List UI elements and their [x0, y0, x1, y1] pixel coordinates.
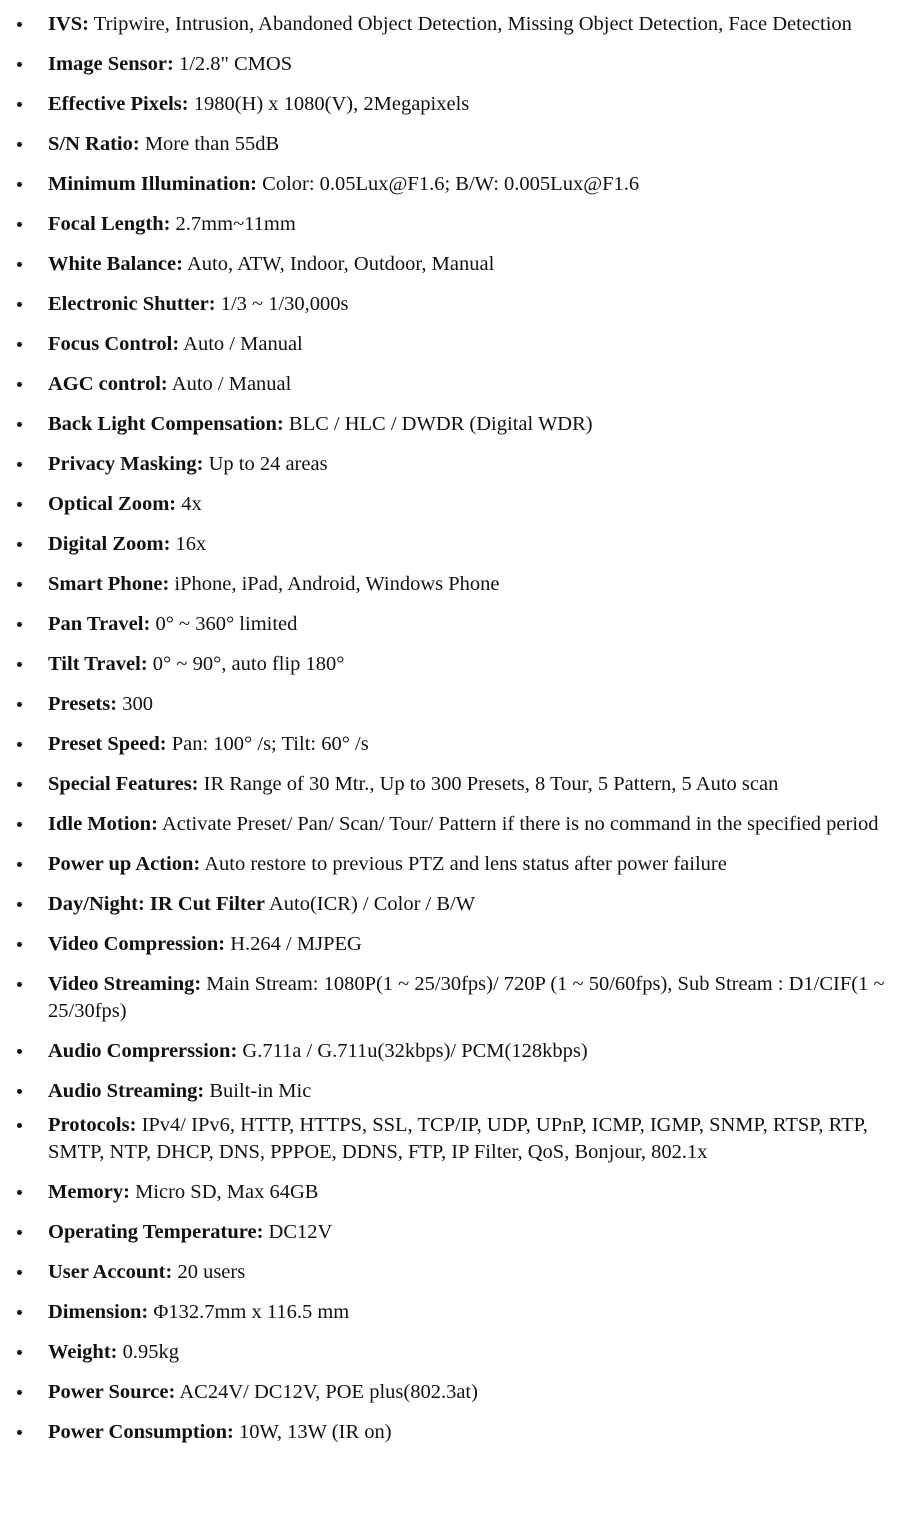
- spec-label: Electronic Shutter:: [48, 293, 216, 315]
- spec-value: G.711a / G.711u(32kbps)/ PCM(128kbps): [242, 1040, 588, 1062]
- bullet-icon: [17, 782, 22, 787]
- spec-value: 300: [122, 693, 153, 715]
- spec-value: Auto / Manual: [183, 333, 303, 355]
- spec-item: [0, 251, 900, 278]
- spec-label: Tilt Travel:: [48, 653, 148, 675]
- spec-label: Idle Motion:: [48, 813, 158, 835]
- spec-value: iPhone, iPad, Android, Windows Phone: [174, 573, 500, 595]
- spec-value: IR Range of 30 Mtr., Up to 300 Presets, 8 Tour, 5 Pattern, 5 Auto scan: [203, 773, 779, 795]
- spec-label: S/N Ratio:: [48, 133, 140, 155]
- spec-value: 0.95kg: [122, 1341, 179, 1363]
- spec-value: 0° ~ 90°, auto flip 180°: [152, 653, 345, 675]
- bullet-icon: [17, 1430, 22, 1435]
- spec-value: Φ132.7mm x 116.5 mm: [153, 1301, 350, 1323]
- bullet-icon: [17, 862, 22, 867]
- spec-item: [0, 51, 900, 78]
- spec-label: Minimum Illumination:: [48, 173, 258, 195]
- spec-item: [0, 771, 900, 798]
- spec-item: [0, 91, 900, 118]
- spec-value: More than 55dB: [144, 133, 280, 155]
- spec-value: 0° ~ 360° limited: [155, 613, 298, 635]
- bullet-icon: [17, 182, 22, 187]
- bullet-icon: [17, 1123, 22, 1128]
- bullet-icon: [17, 102, 22, 107]
- bullet-icon: [17, 302, 22, 307]
- spec-label: White Balance:: [48, 253, 183, 275]
- spec-item: [0, 1078, 900, 1105]
- bullet-icon: [17, 142, 22, 147]
- spec-value: H.264 / MJPEG: [230, 933, 362, 955]
- spec-label: Digital Zoom:: [48, 533, 171, 555]
- bullet-icon: [17, 942, 22, 947]
- spec-value: 20 users: [177, 1261, 246, 1283]
- spec-value: Auto / Manual: [171, 373, 292, 395]
- bullet-icon: [17, 582, 22, 587]
- spec-label: Power Source:: [48, 1381, 176, 1403]
- spec-item: [0, 1259, 900, 1286]
- bullet-icon: [17, 542, 22, 547]
- bullet-icon: [17, 62, 22, 67]
- spec-value: Pan: 100° /s; Tilt: 60° /s: [171, 733, 369, 755]
- spec-item: [0, 931, 900, 958]
- spec-item: [0, 611, 900, 638]
- spec-value: 1/3 ~ 1/30,000s: [220, 293, 349, 315]
- spec-value: Up to 24 areas: [208, 453, 328, 475]
- bullet-icon: [17, 462, 22, 467]
- spec-value: Auto, ATW, Indoor, Outdoor, Manual: [186, 253, 495, 275]
- spec-label: Audio Streaming:: [48, 1080, 205, 1102]
- bullet-icon: [17, 1230, 22, 1235]
- spec-label: Power up Action:: [48, 853, 201, 875]
- spec-item: [0, 731, 900, 758]
- spec-item: [0, 211, 900, 238]
- bullet-icon: [17, 662, 22, 667]
- spec-item: [0, 1339, 900, 1366]
- spec-item: [0, 811, 900, 838]
- bullet-icon: [17, 702, 22, 707]
- bullet-icon: [17, 822, 22, 827]
- spec-label: AGC control:: [48, 373, 168, 395]
- bullet-icon: [17, 622, 22, 627]
- spec-label: Weight:: [48, 1341, 118, 1363]
- bullet-icon: [17, 1390, 22, 1395]
- spec-item: [0, 851, 900, 878]
- bullet-icon: [17, 382, 22, 387]
- bullet-icon: [17, 342, 22, 347]
- bullet-icon: [17, 982, 22, 987]
- spec-value: Color: 0.05Lux@F1.6; B/W: 0.005Lux@F1.6: [262, 173, 640, 195]
- spec-label: Privacy Masking:: [48, 453, 204, 475]
- spec-value: 1/2.8" CMOS: [178, 53, 293, 75]
- spec-label: Optical Zoom:: [48, 493, 177, 515]
- spec-value: 10W, 13W (IR on): [238, 1421, 392, 1443]
- spec-item: [0, 531, 900, 558]
- spec-item: [0, 491, 900, 518]
- spec-item: [0, 571, 900, 598]
- bullet-icon: [17, 1190, 22, 1195]
- spec-label: Video Streaming:: [48, 973, 202, 995]
- spec-item: [0, 451, 900, 478]
- spec-label: Audio Comprerssion:: [48, 1040, 238, 1062]
- spec-value: 4x: [181, 493, 202, 515]
- spec-item: [0, 1419, 900, 1446]
- bullet-icon: [17, 902, 22, 907]
- spec-label: Presets:: [48, 693, 118, 715]
- spec-label: Preset Speed:: [48, 733, 167, 755]
- spec-value: AC24V/ DC12V, POE plus(802.3at): [179, 1381, 478, 1403]
- spec-label: Effective Pixels:: [48, 93, 189, 115]
- bullet-icon: [17, 742, 22, 747]
- spec-label: Dimension:: [48, 1301, 149, 1323]
- spec-label: Focus Control:: [48, 333, 180, 355]
- spec-label: Operating Temperature:: [48, 1221, 264, 1243]
- spec-item: [0, 131, 900, 158]
- spec-label: Back Light Compensation:: [48, 413, 284, 435]
- bullet-icon: [17, 262, 22, 267]
- bullet-icon: [17, 1310, 22, 1315]
- spec-value: Main Stream: 1080P(1 ~ 25/30fps)/ 720P (1 ~ 50/60fps), Sub Stream : D1/CIF(1 ~ 25/30fps): [48, 973, 885, 1022]
- spec-item: [0, 371, 900, 398]
- spec-item: [0, 651, 900, 678]
- spec-item: [0, 1299, 900, 1326]
- spec-value: IPv4/ IPv6, HTTP, HTTPS, SSL, TCP/IP, UDP, UPnP, ICMP, IGMP, SNMP, RTSP, RTP, SMTP, NTP, DHCP, DNS, PPPOE, DDNS, FTP, IP Filter, QoS, Bonjour, 802.1x: [48, 1114, 868, 1163]
- spec-item: [0, 1379, 900, 1406]
- bullet-icon: [17, 422, 22, 427]
- spec-label: Power Consumption:: [48, 1421, 234, 1443]
- spec-item: [0, 1038, 900, 1065]
- spec-value: Built-in Mic: [209, 1080, 312, 1102]
- spec-value: 1980(H) x 1080(V), 2Megapixels: [193, 93, 470, 115]
- spec-value: Micro SD, Max 64GB: [135, 1181, 319, 1203]
- bullet-icon: [17, 1270, 22, 1275]
- spec-label: Pan Travel:: [48, 613, 151, 635]
- spec-item: [0, 971, 900, 1025]
- spec-label: Special Features:: [48, 773, 199, 795]
- bullet-icon: [17, 1350, 22, 1355]
- spec-item: [0, 411, 900, 438]
- bullet-icon: [17, 1049, 22, 1054]
- spec-item: [0, 891, 900, 918]
- spec-value: DC12V: [268, 1221, 333, 1243]
- spec-label: Memory:: [48, 1181, 130, 1203]
- bullet-icon: [17, 222, 22, 227]
- spec-label: Day/Night: IR Cut Filter: [48, 893, 265, 915]
- spec-item: [0, 1112, 900, 1166]
- spec-value: 16x: [175, 533, 207, 555]
- spec-item: [0, 1179, 900, 1206]
- spec-label: Video Compression:: [48, 933, 226, 955]
- bullet-icon: [17, 502, 22, 507]
- spec-label: Smart Phone:: [48, 573, 170, 595]
- spec-value: Auto restore to previous PTZ and lens status after power failure: [204, 853, 727, 875]
- spec-value: Auto(ICR) / Color / B/W: [268, 893, 476, 915]
- spec-label: Protocols:: [48, 1114, 137, 1136]
- bullet-icon: [17, 1089, 22, 1094]
- spec-value: BLC / HLC / DWDR (Digital WDR): [288, 413, 593, 435]
- spec-value: Activate Preset/ Pan/ Scan/ Tour/ Pattern if there is no command in the specified period: [161, 813, 879, 835]
- bullet-icon: [17, 22, 22, 27]
- spec-item: [0, 1219, 900, 1246]
- spec-item: [0, 171, 900, 198]
- spec-label: IVS:: [48, 13, 90, 35]
- spec-item: [0, 11, 900, 38]
- spec-label: Image Sensor:: [48, 53, 174, 75]
- spec-item: [0, 691, 900, 718]
- spec-value: Tripwire, Intrusion, Abandoned Object Detection, Missing Object Detection, Face Detection: [93, 13, 852, 35]
- spec-item: [0, 331, 900, 358]
- spec-value: 2.7mm~11mm: [175, 213, 296, 235]
- spec-label: Focal Length:: [48, 213, 171, 235]
- spec-item: [0, 291, 900, 318]
- spec-label: User Account:: [48, 1261, 173, 1283]
